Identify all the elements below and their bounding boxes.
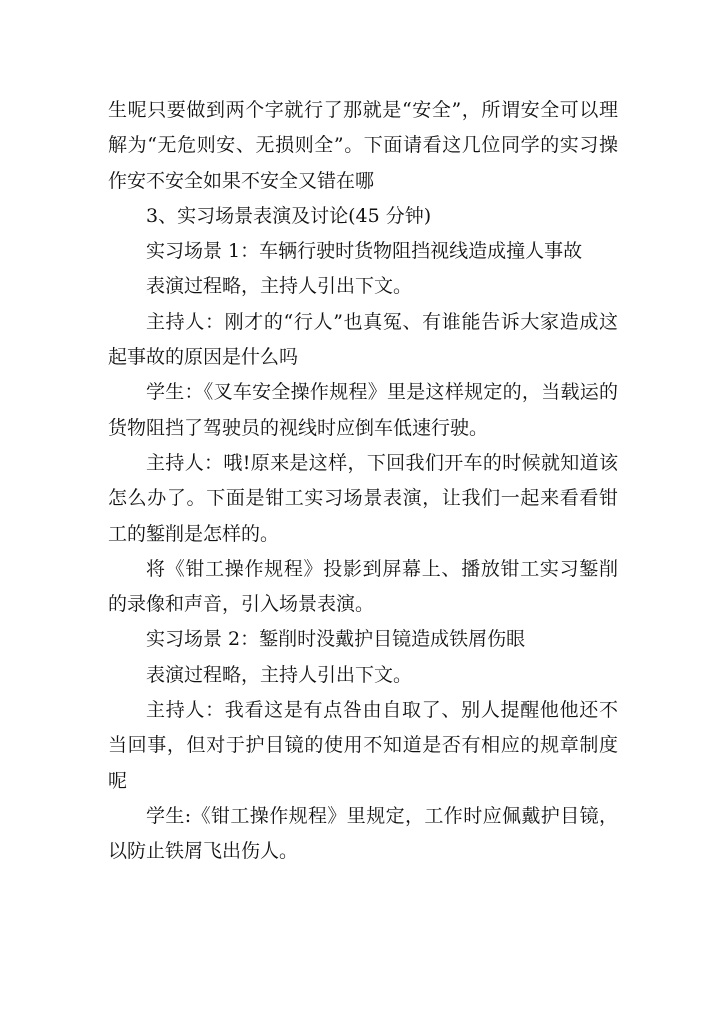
scene-2-title: 实习场景 2：錾削时没戴护目镜造成铁屑伤眼 xyxy=(146,628,526,651)
paragraph: 学生：《叉车安全操作规程》里是这样规定的，当载运的货物阻挡了驾驶员的视线时应倒车低速行驶。 xyxy=(108,381,618,439)
paragraph: 主持人：哦!原来是这样，下回我们开车的时候就知道该怎么办了。下面是钳工实习场景表演，让我们一起来看看钳工的錾削是怎样的。 xyxy=(108,451,618,545)
paragraph: 主持人：刚才的“行人”也真冤、有谁能告诉大家造成这起事故的原因是什么吗 xyxy=(108,310,618,369)
section-heading: 3、实习场景表演及讨论(45 分钟) xyxy=(146,204,432,227)
paragraph: 主持人：我看这是有点咎由自取了、别人提醒他他还不当回事，但对于护目镜的使用不知道是否有相应的规章制度呢 xyxy=(108,699,618,792)
document-body xyxy=(108,93,618,870)
paragraph-continuation: 生呢只要做到两个字就行了那就是“安全”，所谓安全可以理解为“无危则安、无损则全”。下面请看这几位同学的实习操作安不安全如果不安全又错在哪 xyxy=(108,99,618,192)
paragraph: 表演过程略，主持人引出下文。 xyxy=(146,663,413,686)
paragraph: 表演过程略，主持人引出下文。 xyxy=(146,275,413,298)
paragraph: 将《钳工操作规程》投影到屏幕上、播放钳工实习錾削的录像和声音，引入场景表演。 xyxy=(108,557,618,616)
scene-1-title: 实习场景 1：车辆行驶时货物阻挡视线造成撞人事故 xyxy=(146,240,583,263)
paragraph: 学生:《钳工操作规程》里规定，工作时应佩戴护目镜，以防止铁屑飞出伤人。 xyxy=(108,804,618,863)
